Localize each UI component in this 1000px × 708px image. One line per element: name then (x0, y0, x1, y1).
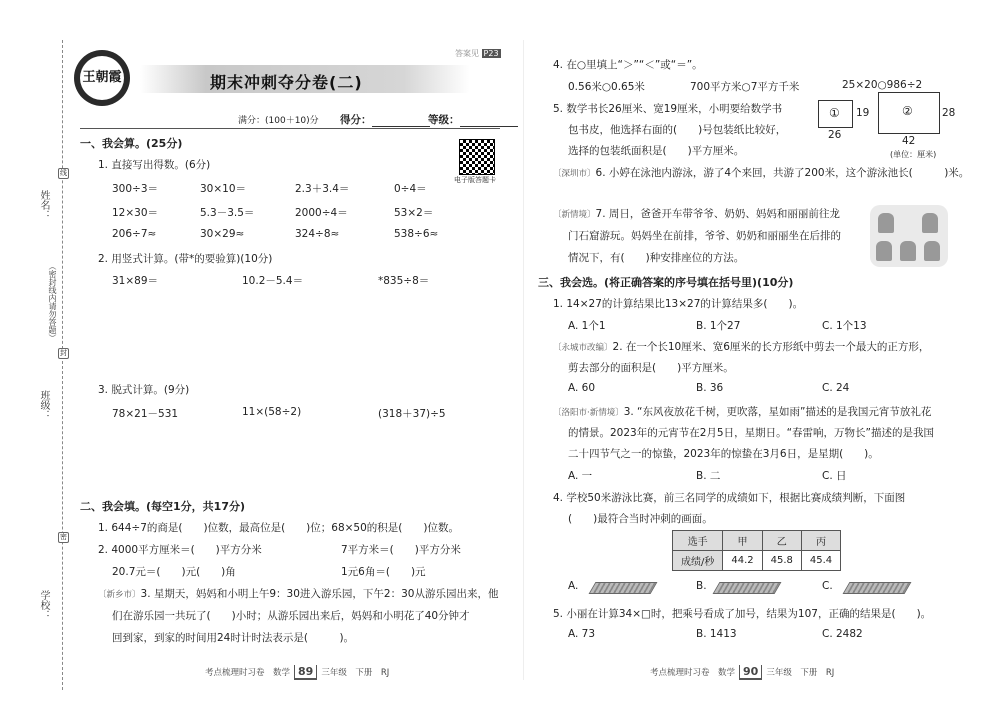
r3-q2-tag: 〔永城市改编〕 (553, 343, 613, 353)
paper-2-height: 28 (942, 107, 956, 119)
calc-item: 0÷4＝ (394, 183, 427, 195)
mixed-calc-item: 11×(58÷2) (242, 406, 302, 418)
option[interactable]: B. (696, 580, 707, 592)
r-q5-line2: 包书皮，他选择右面的( )号包装纸比较好， (568, 124, 787, 136)
seat-icon (878, 213, 894, 233)
r3-q4-line1: 4. 学校50米游泳比赛，前三名同学的成绩如下，根据比赛成绩判断，下面图 (553, 492, 906, 504)
option[interactable]: B. 1个27 (696, 320, 741, 332)
vertical-calc-item: 31×89＝ (112, 275, 159, 287)
section-3-title: 三、我会选。(将正确答案的序号填在括号里)(10分) (538, 276, 794, 289)
r3-q3-tag: 〔洛阳市·新情境〕 (553, 408, 624, 418)
page-number: 90 (739, 665, 762, 680)
s1-q1: 1. 直接写出得数。(6分) (98, 159, 211, 171)
pool-picture-a (589, 582, 658, 594)
left-footer (205, 665, 389, 680)
section-2-title: 二、我会填。(每空1分，共17分) (80, 500, 246, 513)
class-label: 班级： (38, 390, 49, 420)
option[interactable]: C. (822, 580, 833, 592)
table-cell: 45.8 (762, 551, 801, 571)
option[interactable]: C. 2482 (822, 628, 863, 640)
table-header-cell: 乙 (762, 531, 801, 551)
calc-item: 53×2＝ (394, 207, 434, 219)
table-header-cell: 甲 (723, 531, 762, 551)
r-q5-line3: 选择的包装纸面积是( )平方厘米。 (568, 145, 745, 157)
r3-q2-line2: 剪去部分的面积是( )平方厘米。 (568, 362, 734, 374)
name-label: 姓名： (38, 190, 49, 220)
binding-line (62, 40, 63, 690)
full-score: 满分：(100＋10)分 (238, 116, 319, 126)
r3-q3-text1: 3. “东风夜放花千树，更吹落，星如雨”描述的是我国元宵节放礼花 (623, 406, 932, 418)
r-q7-tag: 〔新情境〕 (553, 210, 596, 220)
table-row (673, 551, 841, 571)
s2-q2a: 2. 4000平方厘米＝( )平方分米 (98, 544, 262, 556)
calc-item: 2000÷4＝ (295, 207, 348, 219)
paper-1-height: 19 (856, 107, 870, 119)
paper-1-width: 26 (828, 129, 842, 141)
r3-q4-line2: ( )最符合当时冲刺的画面。 (568, 513, 713, 525)
option[interactable]: B. 1413 (696, 628, 737, 640)
r3-q2-text1: 2. 在一个长10厘米、宽6厘米的长方形纸中剪去一个最大的正方形， (612, 341, 930, 353)
s1-q3: 3. 脱式计算。(9分) (98, 384, 190, 396)
logo-brand-text: 王朝霞 (80, 56, 124, 100)
table-cell: 44.2 (723, 551, 762, 571)
table-header-cell: 选手 (673, 531, 723, 551)
calc-item: 2.3＋3.4＝ (295, 183, 350, 195)
table-row-label: 成绩/秒 (673, 551, 723, 571)
score-label (340, 112, 430, 127)
option[interactable]: B. 二 (696, 470, 721, 482)
header-rule (80, 128, 500, 129)
r3-q3-line1 (553, 404, 931, 419)
footer-book: 考点梳理时习卷 数学 (205, 668, 291, 678)
calc-item: 538÷6≈ (394, 228, 439, 240)
footer-grade: 三年级 下册 RJ (766, 668, 835, 678)
s2-q3-tag: 〔新乡市〕 (98, 590, 141, 600)
mark-seal: 封 (60, 349, 67, 357)
s2-q3-line2: 们在游乐园一共玩了( )小时；从游乐园出来后，妈妈和小明花了40分钟才 (112, 610, 470, 622)
r3-q1: 1. 14×27的计算结果比13×27的计算结果多( )。 (553, 298, 804, 310)
calc-item: 206÷7≈ (112, 228, 157, 240)
s1-q2: 2. 用竖式计算。(带*的要验算)(10分) (98, 253, 273, 265)
option[interactable]: A. 73 (568, 628, 596, 640)
footer-grade: 三年级 下册 RJ (321, 668, 390, 678)
car-seating-illustration (870, 205, 948, 267)
r-q7-text1: 7. 周日，爸爸开车带爷爷、奶奶、妈妈和丽丽前往龙 (595, 208, 840, 220)
table-header-row (673, 531, 841, 551)
grade-blank (460, 115, 518, 127)
calc-item: 30×29≈ (200, 228, 245, 240)
s2-q1: 1. 644÷7的商是( )位数，最高位是( )位；68×50的积是( )位数。 (98, 522, 459, 534)
answer-page-badge: P23 (483, 49, 499, 58)
paper-1-label: ① (829, 106, 840, 120)
page-title: 期末冲刺夺分卷(二) (210, 73, 363, 92)
calc-item: 30×10＝ (200, 183, 247, 195)
seat-icon (876, 241, 892, 261)
s2-q3-text1: 3. 星期天，妈妈和小明上午9：30进入游乐园，下午2：30从游乐园出来，他 (140, 588, 499, 600)
r-q6 (553, 165, 969, 180)
compare-item: 0.56米○0.65米 (568, 81, 645, 93)
seal-note: （密封线内请勿答题） (48, 262, 57, 342)
r-q7-line3: 情况下，有( )种安排座位的方法。 (568, 252, 745, 264)
mixed-calc-item: 78×21－531 (112, 408, 179, 420)
r-q6-tag: 〔深圳市〕 (553, 169, 596, 179)
unit-note: (单位：厘米) (890, 150, 937, 159)
results-table (672, 530, 841, 571)
s2-q3-line3: 回到家，到家的时间用24时计时法表示是( )。 (112, 632, 355, 644)
right-footer (650, 665, 834, 680)
s2-q2c: 20.7元＝( )元( )角 (112, 566, 236, 578)
r3-q2-line1 (553, 339, 929, 354)
calc-item: 324÷8≈ (295, 228, 340, 240)
calc-item: 5.3－3.5＝ (200, 207, 255, 219)
compare-item: 25×20○986÷2 (842, 79, 923, 91)
score-blank (372, 115, 430, 127)
pool-picture-c (843, 582, 912, 594)
option[interactable]: C. 1个13 (822, 320, 867, 332)
r-q5-line1: 5. 数学书长26厘米、宽19厘米，小明要给数学书 (553, 103, 783, 115)
vertical-calc-item: *835÷8＝ (378, 275, 430, 287)
qr-caption: 电子版答题卡 (454, 176, 496, 184)
seat-icon (924, 241, 940, 261)
qr-code[interactable] (459, 139, 495, 175)
option[interactable]: B. 36 (696, 382, 724, 394)
compare-item: 700平方米○7平方千米 (690, 81, 800, 93)
r3-q3-line3: 二十四节气之一的惊蛰，2023年的惊蛰在3月6日，是星期( )。 (568, 448, 879, 460)
seat-icon (900, 241, 916, 261)
paper-2-label: ② (902, 104, 913, 118)
answer-reference (455, 48, 501, 59)
calc-item: 300÷3＝ (112, 183, 159, 195)
mixed-calc-item: (318＋37)÷5 (378, 408, 446, 420)
option[interactable]: C. 日 (822, 470, 847, 482)
vertical-calc-item: 10.2－5.4＝ (242, 275, 304, 287)
score-text: 得分： (340, 114, 372, 126)
s2-q2b: 7平方米＝( )平方分米 (341, 544, 461, 556)
school-label: 学校： (38, 590, 49, 620)
answer-ref-text: 答案见 (455, 49, 479, 58)
option[interactable]: A. 1个1 (568, 320, 606, 332)
calc-item: 12×30＝ (112, 207, 159, 219)
grade-label (428, 112, 518, 127)
table-cell: 45.4 (801, 551, 840, 571)
pool-picture-b (713, 582, 782, 594)
s2-q3-line1 (98, 586, 498, 601)
option[interactable]: A. 60 (568, 382, 596, 394)
r-q4: 4. 在○里填上“＞”“＜”或“＝”。 (553, 59, 703, 71)
footer-book: 考点梳理时习卷 数学 (650, 668, 736, 678)
option[interactable]: A. 一 (568, 470, 593, 482)
mark-secret: 密 (60, 533, 67, 541)
r-q7-line1 (553, 206, 840, 221)
table-header-cell: 丙 (801, 531, 840, 551)
r-q7-line2: 门石窟游玩。妈妈坐在前排，爷爷、奶奶和丽丽坐在后排的 (568, 230, 841, 242)
brand-logo (74, 50, 130, 106)
r3-q3-line2: 的情景。2023年的元宵节在2月5日，星期日。“春雷响，万物长”描述的是我国 (568, 427, 934, 439)
grade-text: 等级： (428, 114, 460, 126)
mark-line: 线 (60, 169, 67, 177)
page-divider (523, 40, 524, 680)
option[interactable]: A. (568, 580, 579, 592)
page-number: 89 (294, 665, 317, 680)
section-1-title: 一、我会算。(25分) (80, 137, 183, 150)
s2-q2d: 1元6角＝( )元 (341, 566, 426, 578)
option[interactable]: C. 24 (822, 382, 850, 394)
seat-icon (922, 213, 938, 233)
r3-q5: 5. 小丽在计算34×□时，把乘号看成了加号，结果为107，正确的结果是( )。 (553, 608, 932, 620)
paper-2-width: 42 (902, 135, 916, 147)
r-q6-text: 6. 小婷在泳池内游泳，游了4个来回，共游了200米，这个游泳池长( )米。 (595, 167, 970, 179)
